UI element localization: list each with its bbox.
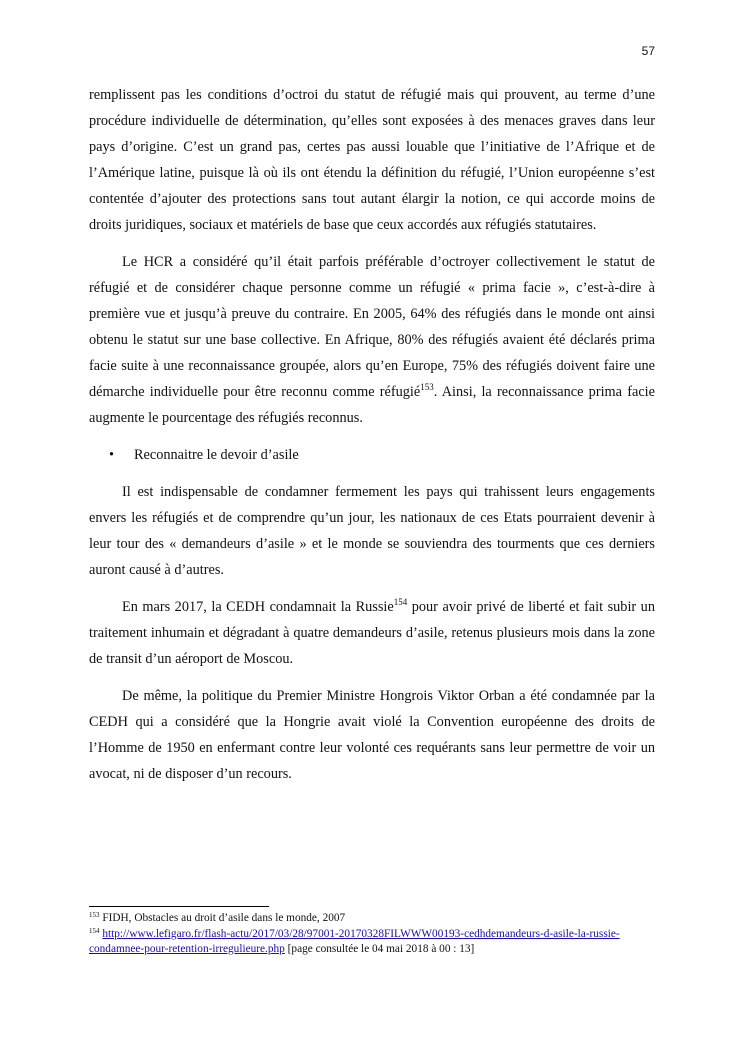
paragraph-2	[89, 249, 655, 431]
footnote-number-153: 153	[89, 911, 100, 919]
footnote-ref-154[interactable]: 154	[393, 597, 408, 607]
footnote-number-154: 154	[89, 926, 100, 935]
footnote-153	[89, 911, 655, 927]
document-body	[89, 82, 655, 798]
footnote-ref-153[interactable]: 153	[420, 382, 434, 392]
footnote-154	[89, 927, 655, 958]
bullet-icon: •	[109, 447, 115, 463]
footnote-154-link[interactable]: http://www.lefigaro.fr/flash-actu/2017/03/28/97001-20170328FILWWW00193-cedhdemandeurs-d-asile-la-russie-condamnee-pour-retention-irregulieure.php	[89, 927, 620, 955]
bullet-text: Reconnaitre le devoir d’asile	[134, 447, 299, 463]
paragraph-4-text-end: pour avoir privé de liberté et fait subir un traitement inhumain et dégradant à quatre demandeurs d’asile, retenus plusieurs mois dans la zone de transit d’un aéroport de Moscou.	[89, 599, 655, 667]
footnote-divider	[89, 906, 269, 907]
bullet-item	[89, 442, 655, 468]
footnotes	[89, 911, 655, 958]
paragraph-4	[89, 594, 655, 672]
paragraph-4-text: En mars 2017, la CEDH condamnait la Russie	[122, 599, 394, 615]
paragraph-3: Il est indispensable de condamner fermement les pays qui trahissent leurs engagements envers les réfugiés et de comprendre qu’un jour, les nationaux de ces Etats pourraient devenir à leur tour des « demandeurs d’asile » et le monde se souviendra des tourments que ces derniers auront causé à d’autres.	[89, 484, 655, 578]
paragraph-2-text: Le HCR a considéré qu’il était parfois préférable d’octroyer collectivement le statut de réfugié et de considérer chaque personne comme un réfugié « prima facie », c’est-à-dire à première vue et jusqu’à preuve du contraire. En 2005, 64% des réfugiés dans le monde ont ainsi obtenu le statut sur une base collective. En Afrique, 80% des réfugiés avaient été déclarés prima facie suite à une reconnaissance groupée, alors qu’en Europe, 75% des réfugiés doivent faire une démarche individuelle pour être reconnu comme réfugié	[89, 254, 655, 400]
paragraph-2-text-end: . Ainsi, la reconnaissance prima facie augmente le pourcentage des réfugiés reconnus.	[89, 384, 655, 426]
footnote-153-text: FIDH, Obstacles au droit d’asile dans le monde, 2007	[99, 912, 346, 924]
paragraph-1: remplissent pas les conditions d’octroi du statut de réfugié mais qui prouvent, au terme d’une procédure individuelle de détermination, qu’elles sont exposées à des menaces graves dans leur pays d’origine. C’est un grand pas, certes pas aussi louable que l’initiative de l’Afrique et de l’Amérique latine, puisque là où ils ont étendu la définition du réfugié, l’Union européenne s’est contentée d’ajouter des protections sans tout autant élargir la notion, ce qui accorde moins de droits juridiques, sociaux et matériels de base que ceux accordés aux réfugiés statutaires.	[89, 87, 655, 233]
footnote-154-text: [page consultée le 04 mai 2018 à 00 : 13]	[284, 943, 475, 955]
page-number: 57	[641, 44, 655, 58]
paragraph-5: De même, la politique du Premier Ministre Hongrois Viktor Orban a été condamnée par la CEDH qui a considéré que la Hongrie avait violé la Convention européenne des droits de l’Homme de 1950 en enfermant contre leur volonté ces requérants sans leur permettre de voir un avocat, ni de disposer d’un recours.	[89, 688, 655, 782]
